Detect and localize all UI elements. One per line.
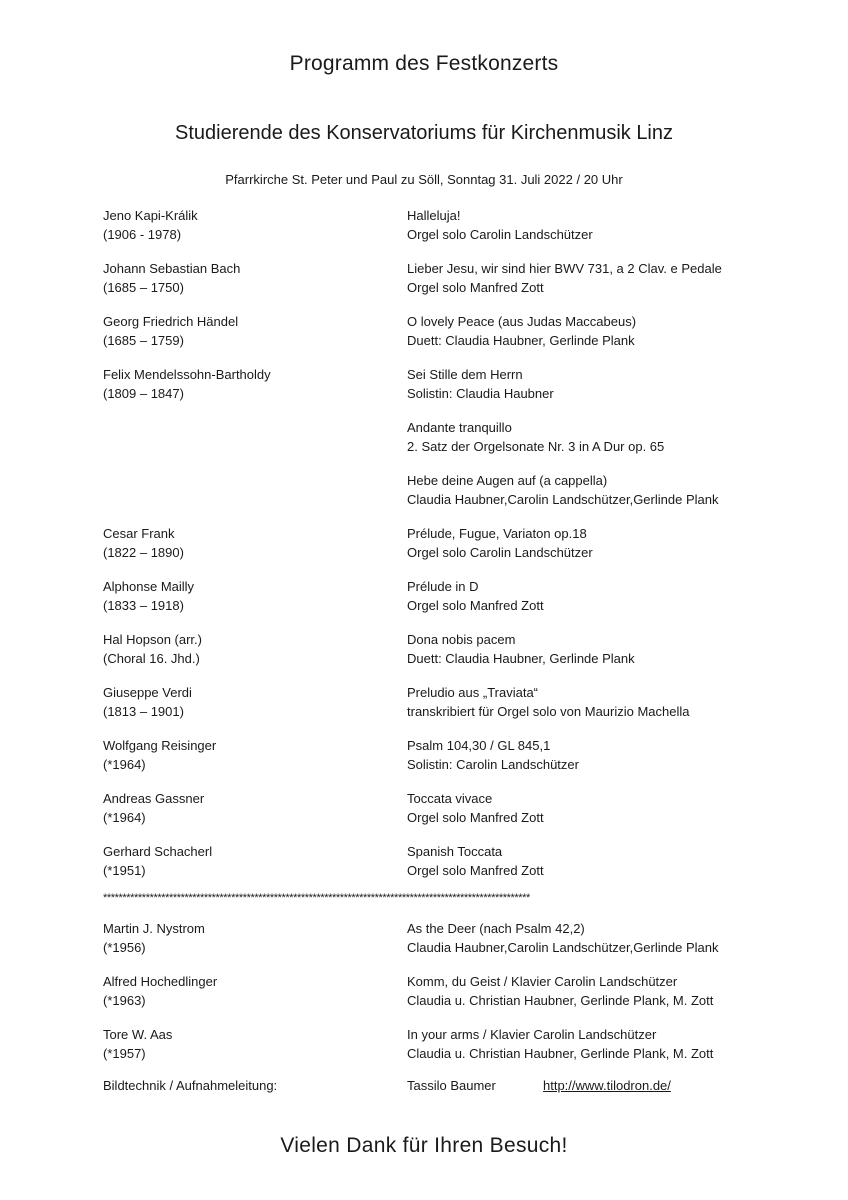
composer-dates: (1822 – 1890) — [103, 545, 184, 560]
composer-name: Alphonse Mailly — [103, 579, 195, 594]
program-entry — [103, 919, 783, 957]
composer-dates: (1813 – 1901) — [103, 704, 184, 719]
work-item — [407, 471, 783, 509]
work-performers: Orgel solo Manfred Zott — [407, 810, 544, 825]
composer-block — [103, 1025, 407, 1063]
work-title: Hebe deine Augen auf (a cappella) — [407, 473, 608, 488]
thank-you-message: Vielen Dank für Ihren Besuch! — [280, 1134, 568, 1157]
program-entry — [103, 577, 783, 615]
composer-dates: (Choral 16. Jhd.) — [103, 651, 200, 666]
composer-name: Johann Sebastian Bach — [103, 261, 241, 276]
program-entry — [103, 365, 783, 509]
program-entry — [103, 736, 783, 774]
composer-name: Tore W. Aas — [103, 1027, 173, 1042]
works-block — [407, 259, 783, 297]
composer-block — [103, 683, 407, 721]
composer-block — [103, 736, 407, 774]
work-performers: Orgel solo Carolin Landschützer — [407, 545, 593, 560]
program-entry — [103, 524, 783, 562]
work-title: Spanish Toccata — [407, 844, 503, 859]
works-block — [407, 736, 783, 774]
work-item — [407, 206, 783, 244]
works-block — [407, 365, 783, 509]
composer-block — [103, 789, 407, 827]
works-block — [407, 972, 783, 1010]
work-item — [407, 919, 783, 957]
composer-name: Gerhard Schacherl — [103, 844, 213, 859]
work-performers: 2. Satz der Orgelsonate Nr. 3 in A Dur op. 65 — [407, 439, 665, 454]
composer-dates: (*1951) — [103, 863, 146, 878]
work-title: In your arms / Klavier Carolin Landschützer — [407, 1027, 657, 1042]
work-item — [407, 630, 783, 668]
website-link[interactable]: http://www.tilodron.de/ — [543, 1078, 671, 1093]
composer-name: Jeno Kapi-Králik — [103, 208, 198, 223]
work-performers: Orgel solo Manfred Zott — [407, 863, 544, 878]
work-item — [407, 524, 783, 562]
work-performers: Duett: Claudia Haubner, Gerlinde Plank — [407, 333, 635, 348]
composer-block — [103, 259, 407, 297]
work-item — [407, 972, 783, 1010]
work-performers: Orgel solo Carolin Landschützer — [407, 227, 593, 242]
work-performers: Orgel solo Manfred Zott — [407, 280, 544, 295]
work-title: Komm, du Geist / Klavier Carolin Landschützer — [407, 974, 678, 989]
program-entry — [103, 1025, 783, 1063]
composer-block — [103, 365, 407, 509]
work-title: O lovely Peace (aus Judas Maccabeus) — [407, 314, 637, 329]
works-block — [407, 1025, 783, 1063]
credits-label: Bildtechnik / Aufnahmeleitung: — [103, 1078, 278, 1093]
work-title: Dona nobis pacem — [407, 632, 516, 647]
work-title: Prélude in D — [407, 579, 479, 594]
composer-dates: (1906 - 1978) — [103, 227, 182, 242]
composer-block — [103, 206, 407, 244]
works-block — [407, 577, 783, 615]
program-entry — [103, 630, 783, 668]
composer-name: Hal Hopson (arr.) — [103, 632, 202, 647]
credits-row — [103, 1076, 783, 1095]
program-entry — [103, 312, 783, 350]
work-item — [407, 1025, 783, 1063]
asterisk-separator: ************************************************************************************************************** — [103, 892, 530, 904]
venue-line: Pfarrkirche St. Peter und Paul zu Söll, Sonntag 31. Juli 2022 / 20 Uhr — [225, 172, 623, 187]
work-item — [407, 365, 783, 403]
work-performers: transkribiert für Orgel solo von Maurizio Machella — [407, 704, 690, 719]
composer-block — [103, 577, 407, 615]
composer-name: Georg Friedrich Händel — [103, 314, 239, 329]
work-performers: Claudia u. Christian Haubner, Gerlinde Plank, M. Zott — [407, 993, 714, 1008]
work-title: Psalm 104,30 / GL 845,1 — [407, 738, 551, 753]
work-title: Toccata vivace — [407, 791, 493, 806]
composer-block — [103, 312, 407, 350]
work-item — [407, 259, 783, 297]
work-item — [407, 842, 783, 880]
program-list — [103, 206, 783, 1095]
composer-name: Andreas Gassner — [103, 791, 205, 806]
program-entry — [103, 789, 783, 827]
works-block — [407, 312, 783, 350]
composer-dates: (*1964) — [103, 757, 146, 772]
program-entry — [103, 842, 783, 880]
work-item — [407, 683, 783, 721]
work-title: Andante tranquillo — [407, 420, 512, 435]
composer-name: Wolfgang Reisinger — [103, 738, 217, 753]
program-entry — [103, 683, 783, 721]
composer-name: Felix Mendelssohn-Bartholdy — [103, 367, 271, 382]
composer-dates: (1809 – 1847) — [103, 386, 184, 401]
work-item — [407, 312, 783, 350]
works-block — [407, 919, 783, 957]
work-performers: Orgel solo Manfred Zott — [407, 598, 544, 613]
works-block — [407, 630, 783, 668]
page-subtitle: Studierende des Konservatoriums für Kirchenmusik Linz — [174, 122, 674, 144]
composer-block — [103, 919, 407, 957]
work-title: Lieber Jesu, wir sind hier BWV 731, a 2 Clav. e Pedale — [407, 261, 722, 276]
works-block — [407, 842, 783, 880]
composer-name: Giuseppe Verdi — [103, 685, 192, 700]
program-entry — [103, 206, 783, 244]
page-title: Programm des Festkonzerts — [289, 52, 559, 75]
work-performers: Solistin: Claudia Haubner — [407, 386, 554, 401]
composer-dates: (1833 – 1918) — [103, 598, 184, 613]
works-block — [407, 683, 783, 721]
work-title: Prélude, Fugue, Variaton op.18 — [407, 526, 587, 541]
composer-dates: (1685 – 1759) — [103, 333, 184, 348]
composer-block — [103, 842, 407, 880]
composer-block — [103, 630, 407, 668]
work-title: Preludio aus „Traviata“ — [407, 685, 539, 700]
work-performers: Claudia Haubner,Carolin Landschützer,Gerlinde Plank — [407, 940, 719, 955]
works-block — [407, 206, 783, 244]
composer-block — [103, 972, 407, 1010]
work-item — [407, 577, 783, 615]
composer-name: Martin J. Nystrom — [103, 921, 205, 936]
work-item — [407, 736, 783, 774]
composer-block — [103, 524, 407, 562]
works-block — [407, 789, 783, 827]
work-title: As the Deer (nach Psalm 42,2) — [407, 921, 585, 936]
composer-dates: (*1956) — [103, 940, 146, 955]
composer-dates: (1685 – 1750) — [103, 280, 184, 295]
work-performers: Solistin: Carolin Landschützer — [407, 757, 579, 772]
work-performers: Duett: Claudia Haubner, Gerlinde Plank — [407, 651, 635, 666]
work-performers: Claudia Haubner,Carolin Landschützer,Gerlinde Plank — [407, 492, 719, 507]
composer-dates: (*1964) — [103, 810, 146, 825]
composer-name: Alfred Hochedlinger — [103, 974, 218, 989]
composer-name: Cesar Frank — [103, 526, 175, 541]
works-block — [407, 524, 783, 562]
work-title: Sei Stille dem Herrn — [407, 367, 523, 382]
work-title: Halleluja! — [407, 208, 461, 223]
program-entry — [103, 972, 783, 1010]
work-item — [407, 789, 783, 827]
credits-person: Tassilo Baumer — [407, 1078, 496, 1093]
composer-dates: (*1957) — [103, 1046, 146, 1061]
work-performers: Claudia u. Christian Haubner, Gerlinde Plank, M. Zott — [407, 1046, 714, 1061]
composer-dates: (*1963) — [103, 993, 146, 1008]
program-entry — [103, 259, 783, 297]
work-item — [407, 418, 783, 456]
